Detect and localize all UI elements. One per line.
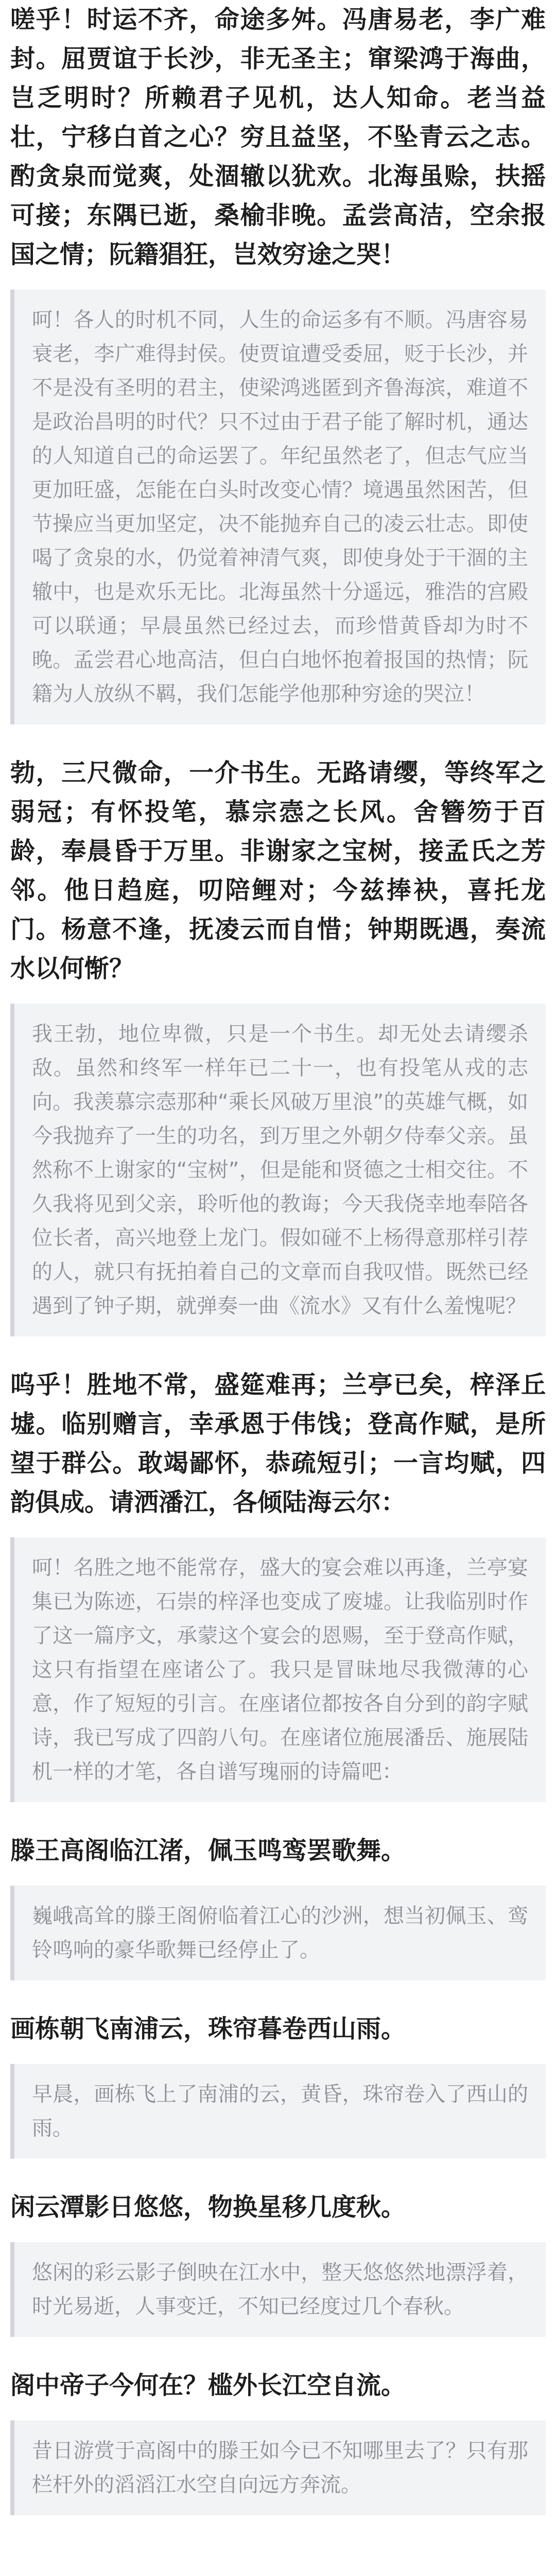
translation-block: 呵！各人的时机不同，人生的命运多有不顺。冯唐容易衰老，李广难得封侯。使贾谊遭受委屈，贬于长沙，并不是没有圣明的君主，使梁鸿逃匿到齐鲁海滨，难道不是政治昌明的时代？只不过由于君子能了解时机，通达的人知道自己的命运罢了。年纪虽然老了，但志气应当更加旺盛，怎能在白头时改变心情？境遇虽然困苦，但节操应当更加坚定，决不能抛弃自己的凌云壮志。即使喝了贪泉的水，仍觉着神清气爽，即使身处于干涸的主辙中，也是欢乐无比。北海虽然十分遥远，雅浩的宫殿可以联通；早晨虽然已经过去，而珍惜黄昏却为时不晚。孟尝君心地高洁，但白白地怀抱着报国的热情；阮籍为人放纵不羁，我们怎能学他那种穷途的哭泣！	[10, 290, 546, 724]
original-text: 勃，三尺微命，一介书生。无路请缨，等终军之弱冠；有怀投笔，慕宗悫之长风。舍簪笏于百龄，奉晨昏于万里。非谢家之宝树，接孟氏之芳邻。他日趋庭，叨陪鲤对；今兹捧袂，喜托龙门。杨意不逢，抚凌云而自惜；钟期既遇，奏流水以何惭？	[10, 758, 546, 983]
poem-line: 画栋朝飞南浦云，珠帘暮卷西山雨。	[10, 2014, 406, 2043]
original-text: 嗟乎！时运不齐，命途多舛。冯唐易老，李广难封。屈贾谊于长沙，非无圣主；窜梁鸿于海曲，岂乏明时？所赖君子见机，达人知命。老当益壮，宁移白首之心？穷且益坚，不坠青云之志。酌贪泉而觉爽，处涸辙以犹欢。北海虽赊，扶摇可接；东隅已逝，桑榆非晚。孟尝高洁，空余报国之情；阮籍猖狂，岂效穷途之哭！	[10, 5, 546, 269]
translation-block: 早晨，画栋飞上了南浦的云，黄昏，珠帘卷入了西山的雨。	[10, 2064, 546, 2159]
translation-block: 呵！名胜之地不能常存，盛大的宴会难以再逢，兰亭宴集已为陈迹，石崇的梓泽也变成了废墟。让我临别时作了这一篇序文，承蒙这个宴会的恩赐，至于登高作赋，这只有指望在座诸公了。我只是冒昧地尽我微薄的心意，作了短短的引言。在座诸位都按各自分到的韵字赋诗，我已写成了四韵八句。在座诸位施展潘岳、施展陆机一样的才笔，各自谱写瑰丽的诗篇吧：	[10, 1537, 546, 1802]
translation-block: 昔日游赏于高阁中的滕王如今已不知哪里去了？只有那栏杆外的滔滔江水空自向远方奔流。	[10, 2420, 546, 2515]
translation-block: 我王勃，地位卑微，只是一个书生。却无处去请缨杀敌。虽然和终军一样年已二十一，也有投笔从戎的志向。我羡慕宗悫那种“乘长风破万里浪”的英雄气概，如今我抛弃了一生的功名，到万里之外朝夕侍奉父亲。虽然称不上谢家的“宝树”，但是能和贤德之士相交往。不久我将见到父亲，聆听他的教诲；今天我侥幸地奉陪各位长者，高兴地登上龙门。假如碰不上杨得意那样引荐的人，就只有抚拍着自己的文章而自我叹惜。既然已经遇到了钟子期，就弹奏一曲《流水》又有什么羞愧呢？	[10, 1004, 546, 1336]
poem-line: 滕王高阁临江渚，佩玉鸣鸾罢歌舞。	[10, 1836, 406, 1865]
translation-block: 悠闲的彩云影子倒映在江水中，整天悠悠然地漂浮着，时光易逝，人事变迁，不知已经度过几个春秋。	[10, 2242, 546, 2337]
poem-line: 闲云潭影日悠悠，物换星移几度秋。	[10, 2193, 406, 2222]
translation-block: 巍峨高耸的滕王阁俯临着江心的沙洲，想当初佩玉、鸾铃鸣响的豪华歌舞已经停止了。	[10, 1886, 546, 1980]
original-text: 呜乎！胜地不常，盛筵难再；兰亭已矣，梓泽丘墟。临别赠言，幸承恩于伟饯；登高作赋，是所望于群公。敢竭鄙怀，恭疏短引；一言均赋，四韵俱成。请洒潘江，各倾陆海云尔：	[10, 1370, 546, 1517]
poem-line: 阁中帝子今何在？槛外长江空自流。	[10, 2371, 406, 2400]
